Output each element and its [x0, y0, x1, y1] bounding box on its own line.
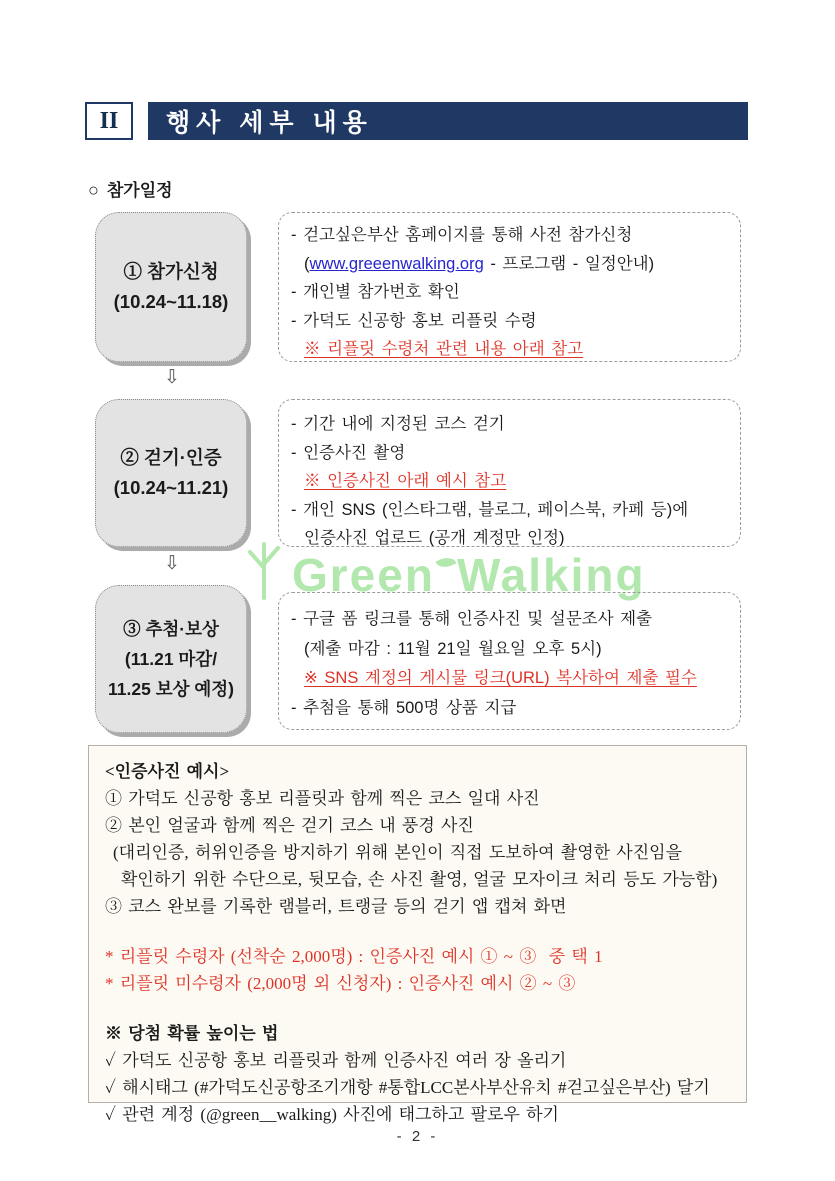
detail-line: - 추첨을 통해 500명 상품 지급: [291, 698, 517, 717]
leaflet-nonreceiver-note: * 리플릿 미수령자 (2,000명 외 신청자) : 인증사진 예시 ② ~ ③: [105, 974, 576, 993]
example-item: ③ 코스 완보를 기록한 램블러, 트랭글 등의 걷기 앱 캡쳐 화면: [105, 897, 567, 916]
step-2-period: (10.24~11.21): [113, 477, 229, 498]
example-item: ① 가덕도 신공항 홍보 리플릿과 함께 찍은 코스 일대 사진: [105, 789, 540, 808]
website-link[interactable]: www.greeenwalking.org: [309, 254, 484, 273]
example-box-title: <인증사진 예시>: [105, 762, 230, 781]
step-3-label: ③ 추첨·보상: [123, 619, 219, 639]
tip-item: ✓ 가덕도 신공항 홍보 리플릿과 함께 인증사진 여러 장 올리기: [105, 1051, 567, 1070]
section-title-bar: [148, 102, 748, 140]
detail-line: - 구글 폼 링크를 통해 인증사진 및 설문조사 제출: [291, 610, 653, 628]
step-1-period: (10.24~11.18): [113, 291, 229, 312]
step-3-period-line1: (11.21 마감/: [124, 649, 218, 669]
example-item: ② 본인 얼굴과 함께 찍은 걷기 코스 내 풍경 사진: [105, 816, 474, 835]
detail-line: - 개인 SNS (인스타그램, 블로그, 페이스북, 카페 등)에: [291, 500, 689, 519]
subsection-title: 참가일정: [106, 181, 173, 200]
detail-line-with-link: [291, 250, 728, 279]
watermark-word-walking: Walking: [456, 549, 646, 601]
page-number: - 2 -: [396, 1128, 439, 1145]
detail-line: - 기간 내에 지정된 코스 걷기: [291, 415, 505, 433]
detail-line: - 인증사진 촬영: [291, 443, 406, 462]
example-item-note: 확인하기 위한 수단으로, 뒷모습, 손 사진 촬영, 얼굴 모자이크 처리 등도 가능함): [121, 870, 718, 889]
section-title: 행사 세부 내용: [166, 109, 373, 137]
leaflet-receiver-note: * 리플릿 수령자 (선착순 2,000명) : 인증사진 예시 ① ~ ③ 중 택 1: [105, 947, 603, 966]
step-box-1: [95, 212, 247, 362]
red-note-line: ※ SNS 계정의 게시물 링크(URL) 복사하여 제출 필수: [304, 669, 697, 687]
detail-box-3: [278, 592, 741, 730]
example-item-note: (대리인증, 허위인증을 방지하기 위해 본인이 직접 도보하여 촬영한 사진임을: [113, 843, 682, 862]
tip-item: ✓ 해시태그 (#가덕도신공항조기개항 #통합LCC본사부산유치 #걷고싶은부산) 달기: [105, 1078, 710, 1097]
detail-line: 인증사진 업로드 (공개 계정만 인정): [304, 529, 565, 547]
link-line-rest: - 프로그램 - 일정안내): [483, 254, 655, 273]
detail-line: - 개인별 참가번호 확인: [291, 283, 460, 301]
spacer: [105, 997, 730, 1020]
tip-item: ✓ 관련 계정 (@green__walking) 사진에 태그하고 팔로우 하기: [105, 1105, 559, 1124]
spacer: [105, 920, 730, 943]
step-2-label: ② 걷기·인증: [120, 447, 222, 468]
watermark-word-green: Green: [292, 549, 435, 601]
step-box-3: [95, 585, 247, 733]
detail-line: - 걷고싶은부산 홈페이지를 통해 사전 참가신청: [291, 226, 633, 244]
section-number-box: II: [85, 102, 133, 140]
paren-open: (: [304, 254, 310, 273]
down-arrow-icon: ⇩: [164, 367, 180, 388]
circle-bullet: ○: [88, 180, 99, 200]
step-1-label: ① 참가신청: [123, 261, 219, 282]
tree-icon: [242, 538, 286, 600]
detail-box-1: [278, 212, 741, 362]
tips-title: ※ 당첨 확률 높이는 법: [105, 1024, 279, 1043]
leaf-icon: [435, 553, 456, 571]
detail-line: (제출 마감 : 11월 21일 월요일 오후 5시): [304, 639, 602, 658]
detail-box-2: [278, 399, 741, 547]
step-box-2: [95, 399, 247, 547]
down-arrow-icon: ⇩: [164, 553, 180, 574]
red-note-line: ※ 인증사진 아래 예시 참고: [304, 472, 507, 490]
red-note-line: ※ 리플릿 수령처 관련 내용 아래 참고: [304, 340, 584, 358]
detail-line: - 가덕도 신공항 홍보 리플릿 수령: [291, 311, 537, 330]
photo-example-box: [88, 745, 747, 1124]
step-3-period-line2: 11.25 보상 예정): [108, 679, 234, 699]
subsection-heading: [88, 176, 173, 201]
